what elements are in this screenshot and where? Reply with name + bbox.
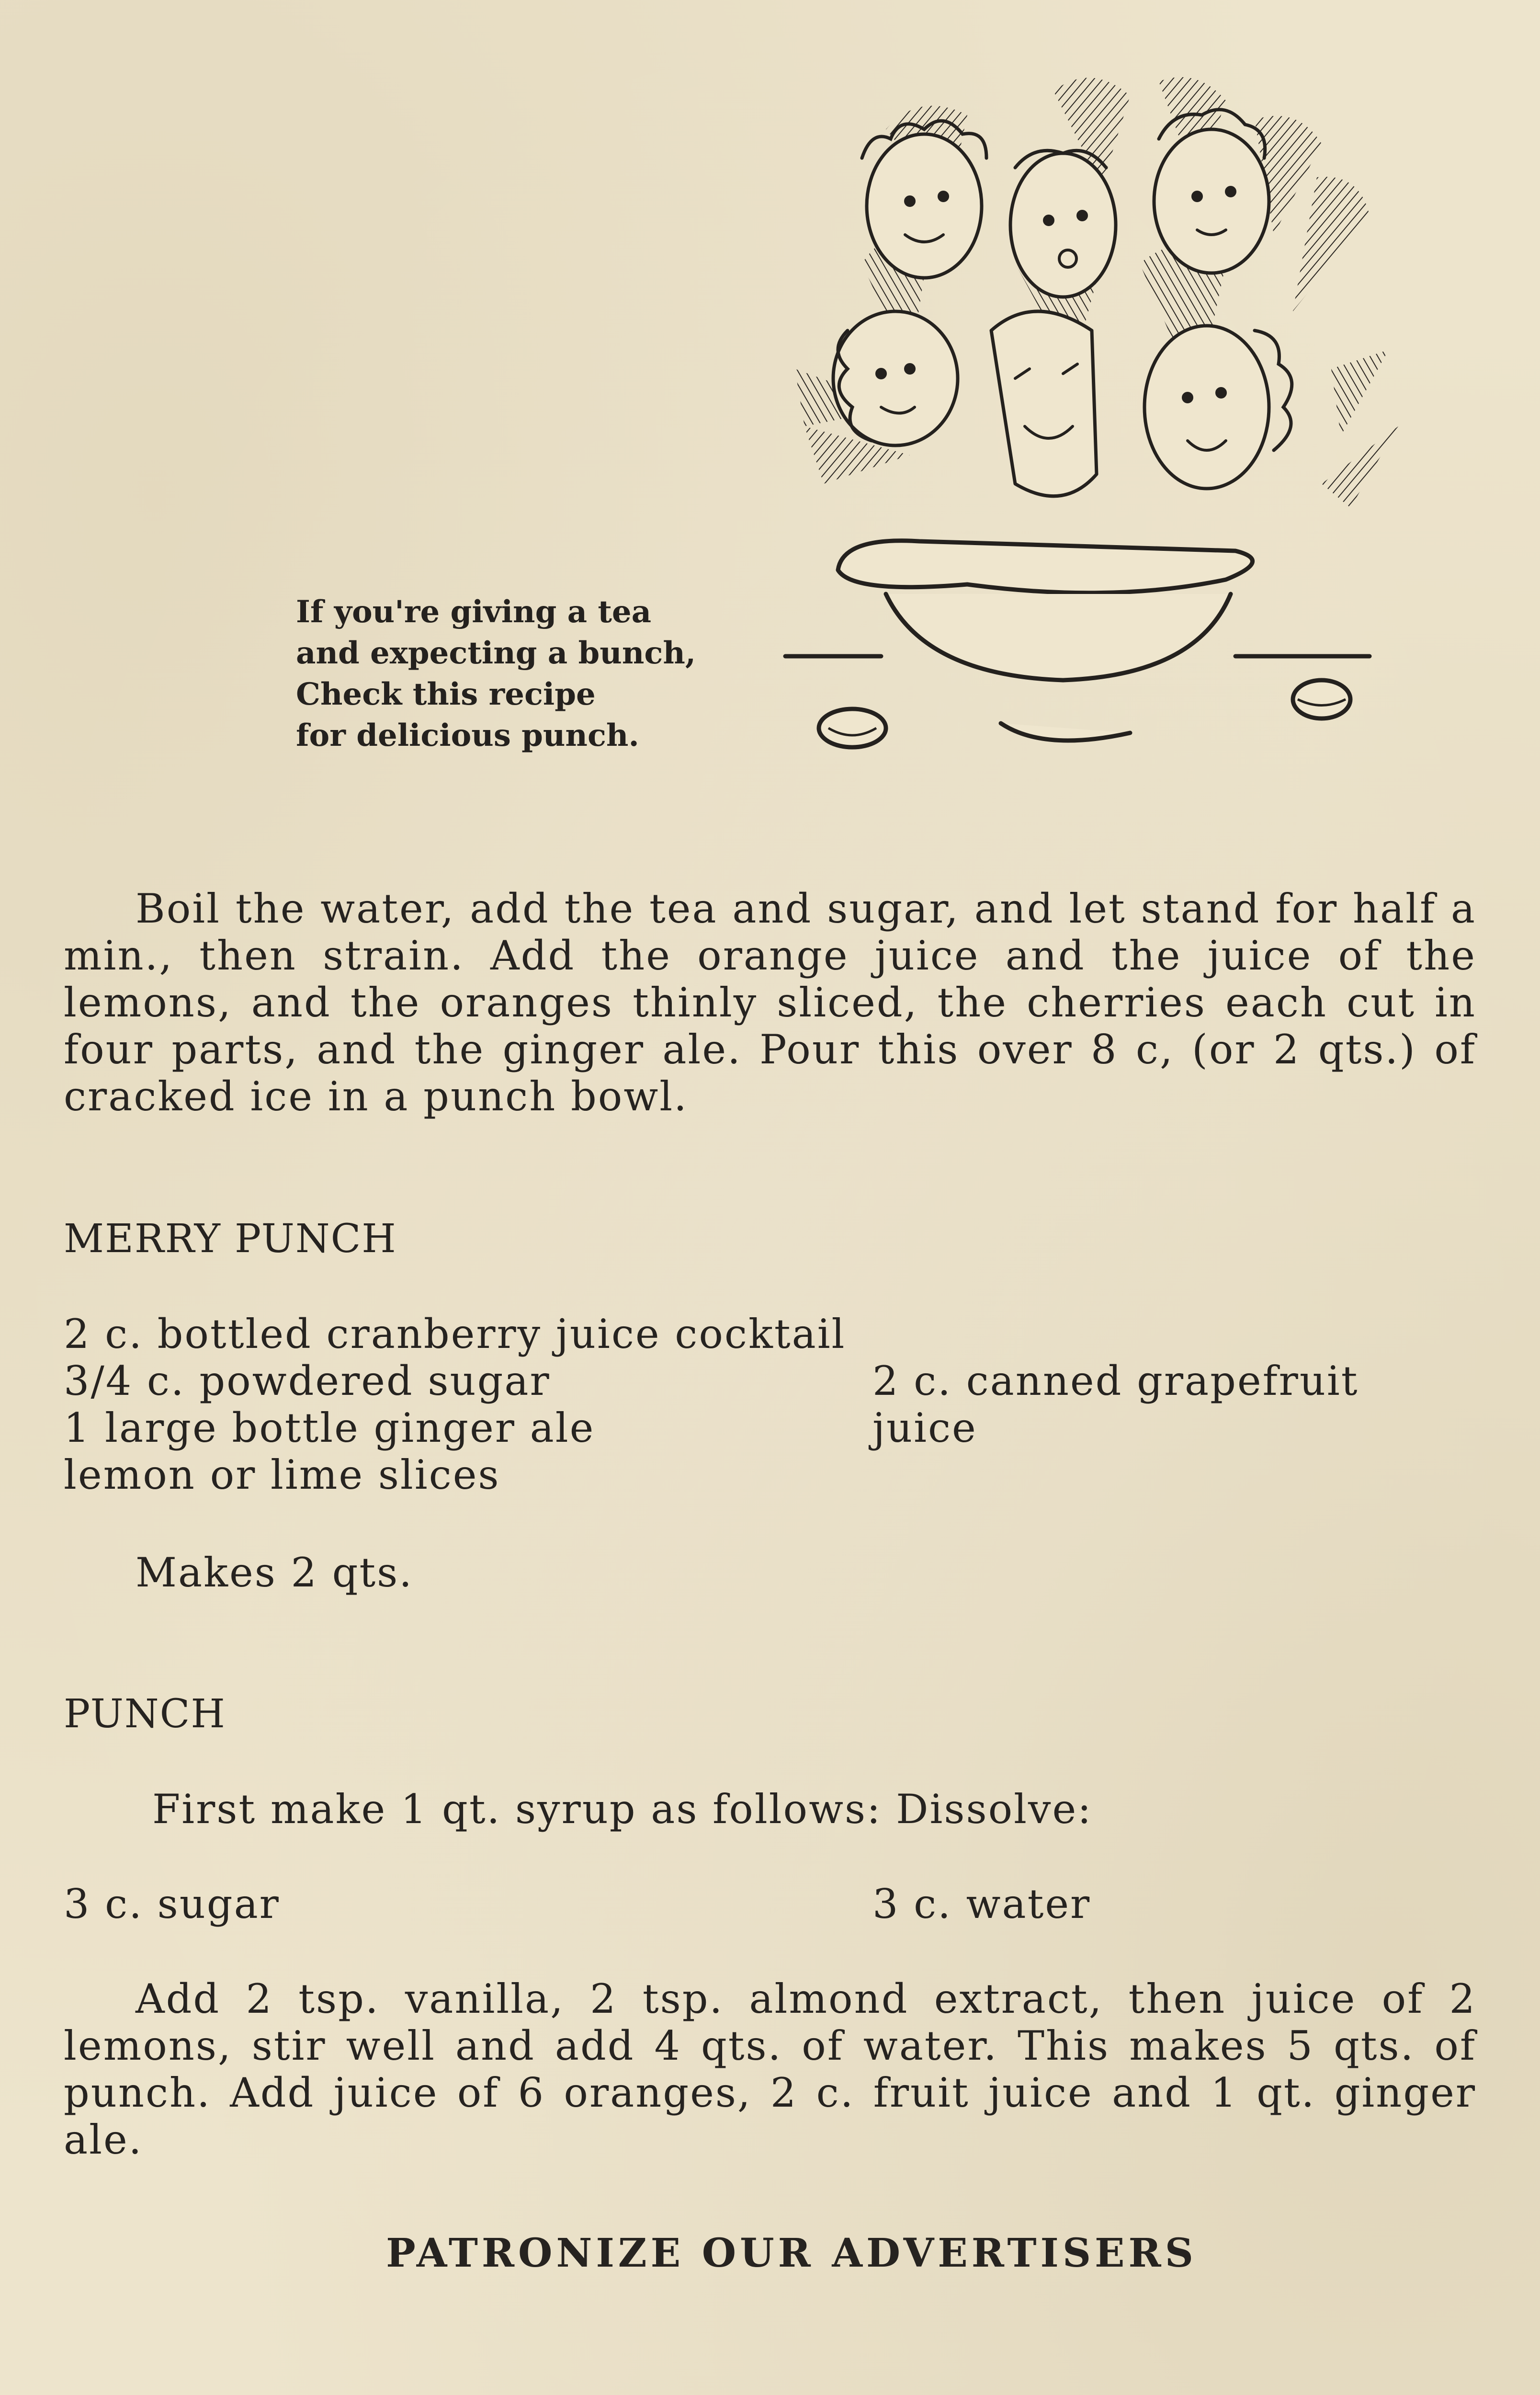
ingredient-item: 2 c. canned grapefruit bbox=[872, 1357, 1359, 1404]
punch-directions: Add 2 tsp. vanilla, 2 tsp. almond extract, then juice of 2 lemons, stir well and add 4 qts. of water. This makes 5 qts. of punch. Add juice of 6 oranges, 2 c. fruit juice and 1 qt. ginger ale. bbox=[64, 1975, 1476, 2163]
punch-title: PUNCH bbox=[64, 1691, 226, 1737]
ingredient-item: 1 large bottle ginger ale bbox=[64, 1404, 595, 1451]
merry-punch-title: MERRY PUNCH bbox=[64, 1216, 397, 1262]
ingredient-item: lemon or lime slices bbox=[64, 1451, 500, 1498]
ingredient-item: juice bbox=[872, 1404, 977, 1451]
ingredient-item: 2 c. bottled cranberry juice cocktail bbox=[64, 1311, 846, 1357]
punch-intro: First make 1 qt. syrup as follows: Dissolve: bbox=[152, 1786, 1093, 1833]
merry-punch-yield: Makes 2 qts. bbox=[136, 1549, 413, 1596]
caption-line: for delicious punch. bbox=[296, 718, 639, 753]
intro-paragraph: Boil the water, add the tea and sugar, and let stand for half a min., then strain. Add the orange juice and the juice of the lemons, and the oranges thinly sliced, the cherries each cut in four parts, and the ginger ale. Pour this over 8 c, (or 2 qts.) of cracked ice in a punch bowl. bbox=[64, 885, 1476, 1120]
caption-line: If you're giving a tea bbox=[296, 594, 652, 630]
caption-line: and expecting a bunch, bbox=[296, 635, 696, 671]
party-guests-punch-bowl-illustration bbox=[766, 62, 1417, 781]
footer-slogan: PATRONIZE OUR ADVERTISERS bbox=[386, 2230, 1197, 2276]
ingredient-item: 3/4 c. powdered sugar bbox=[64, 1357, 551, 1404]
caption-line: Check this recipe bbox=[296, 676, 596, 712]
illustration-caption bbox=[296, 592, 756, 756]
ingredient-item: 3 c. water bbox=[872, 1881, 1091, 1927]
ingredient-item: 3 c. sugar bbox=[64, 1881, 280, 1927]
